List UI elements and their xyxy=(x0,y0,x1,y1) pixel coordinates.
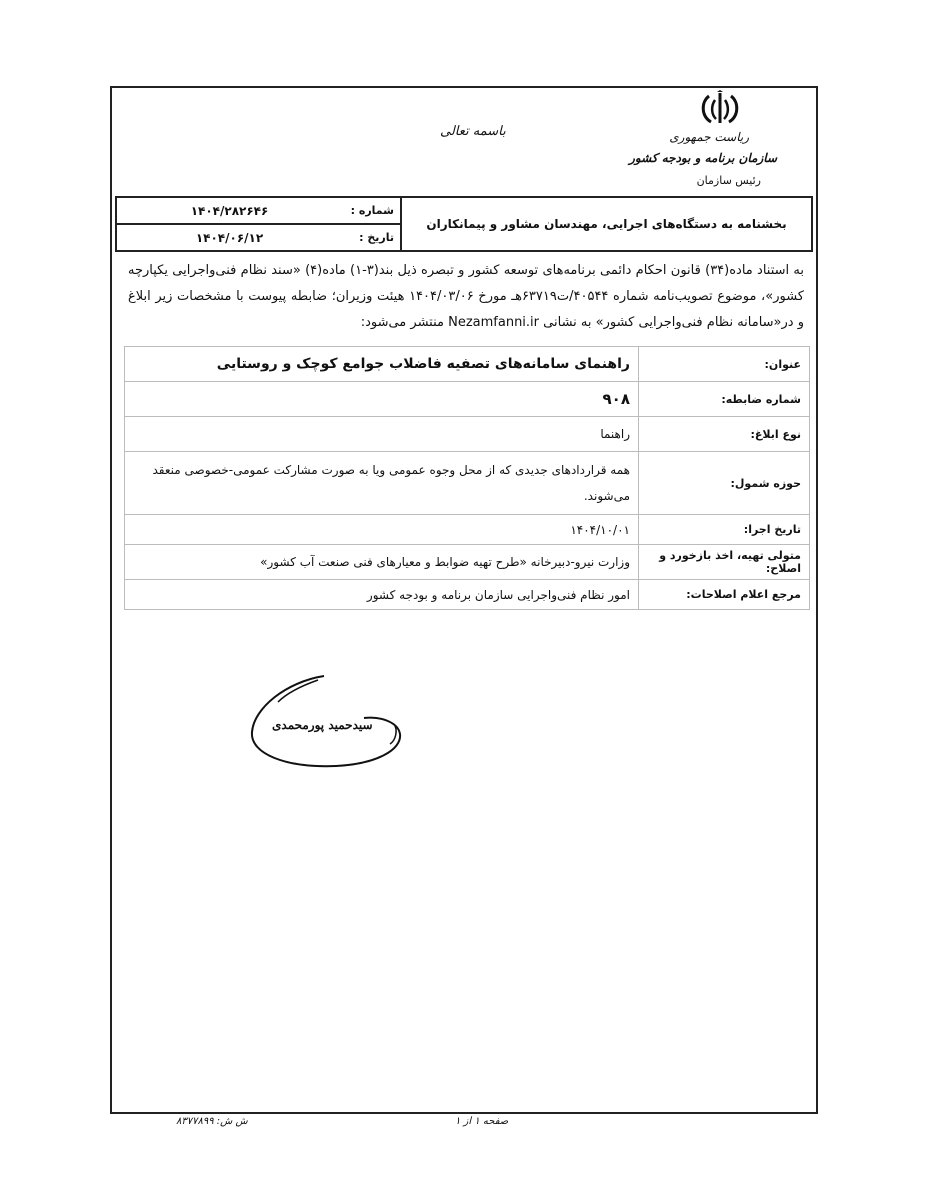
date-value: ۱۴۰۴/۰۶/۱۲ xyxy=(195,230,264,245)
basmala: باسمه تعالی xyxy=(440,124,506,139)
title-label: عنوان: xyxy=(639,347,810,382)
table-row xyxy=(125,347,810,382)
number-label: شماره : xyxy=(350,204,394,217)
owner-label: متولی تهیه، اخذ بازخورد و اصلاح: xyxy=(639,545,810,580)
date-label: تاریخ : xyxy=(359,231,394,244)
table-row xyxy=(125,382,810,417)
letter-header-box xyxy=(115,196,813,252)
number-value: ۱۴۰۴/۲۸۲۶۴۶ xyxy=(190,203,269,218)
owner-value: وزارت نیرو-دبیرخانه «طرح تهیه ضوابط و معیارهای فنی صنعت آب کشور» xyxy=(125,545,639,580)
code-label: شماره ضابطه: xyxy=(639,382,810,417)
exec-date-value: ۱۴۰۴/۱۰/۰۱ xyxy=(125,515,639,545)
title-value: راهنمای سامانه‌های تصفیه فاضلاب جوامع کوچک و روستایی xyxy=(125,347,639,382)
corrections-ref-value: امور نظام فنی‌واجرایی سازمان برنامه و بودجه کشور xyxy=(125,580,639,610)
table-row xyxy=(125,580,810,610)
org-line-3: رئیس سازمان xyxy=(696,174,761,187)
table-row xyxy=(125,452,810,515)
scope-value: همه قراردادهای جدیدی که از محل وجوه عمومی و‌یا به صورت مشارکت عمومی-خصوصی منعقد می‌شوند. xyxy=(125,452,639,515)
type-value: راهنما xyxy=(125,417,639,452)
table-row xyxy=(125,515,810,545)
type-label: نوع ابلاغ: xyxy=(639,417,810,452)
footer-code: ش ش: ۸۳۷۷۸۹۹ xyxy=(176,1116,248,1127)
date-row xyxy=(117,223,400,250)
org-line-1: ریاست جمهوری xyxy=(669,130,749,144)
org-line-2: سازمان برنامه و بودجه کشور xyxy=(629,151,777,165)
exec-date-label: تاریخ اجرا: xyxy=(639,515,810,545)
code-value: ۹۰۸ xyxy=(125,382,639,417)
intro-paragraph: به استناد ماده(۳۴) قانون احکام دائمی برنامه‌های توسعه کشور و تبصره ذیل بند(۳-۱) ماده(۴) «سند نظام فنی‌واجرایی یکپارچه کشور»، موضوع تصویب‌نامه شماره ۴۰۵۴۴/ت۶۳۷۱۹هـ مورخ ۱۴۰۴/۰۳/۰۶ هیئت وزیران؛ ضابطه پیوست با مشخصات زیر ابلاغ و در«سامانه نظام فنی‌واجرایی کشور» به نشانی Nezamfanni.ir منتشر می‌شود: xyxy=(128,263,804,330)
corrections-ref-label: مرجع اعلام اصلاحات: xyxy=(639,580,810,610)
table-row xyxy=(125,417,810,452)
footer-page-number: صفحه ۱ از ۱ xyxy=(455,1116,509,1127)
table-row xyxy=(125,545,810,580)
letter-meta xyxy=(117,198,400,250)
iran-emblem-icon xyxy=(697,90,743,128)
signatory-name: سیدحمید پورمحمدی xyxy=(272,718,373,732)
number-row xyxy=(117,198,400,223)
letter-subject: بخشنامه به دستگاه‌های اجرایی، مهندسان مشاور و پیمانکاران xyxy=(400,198,811,250)
scope-label: حوزه شمول: xyxy=(639,452,810,515)
regulation-info-table xyxy=(124,346,810,610)
